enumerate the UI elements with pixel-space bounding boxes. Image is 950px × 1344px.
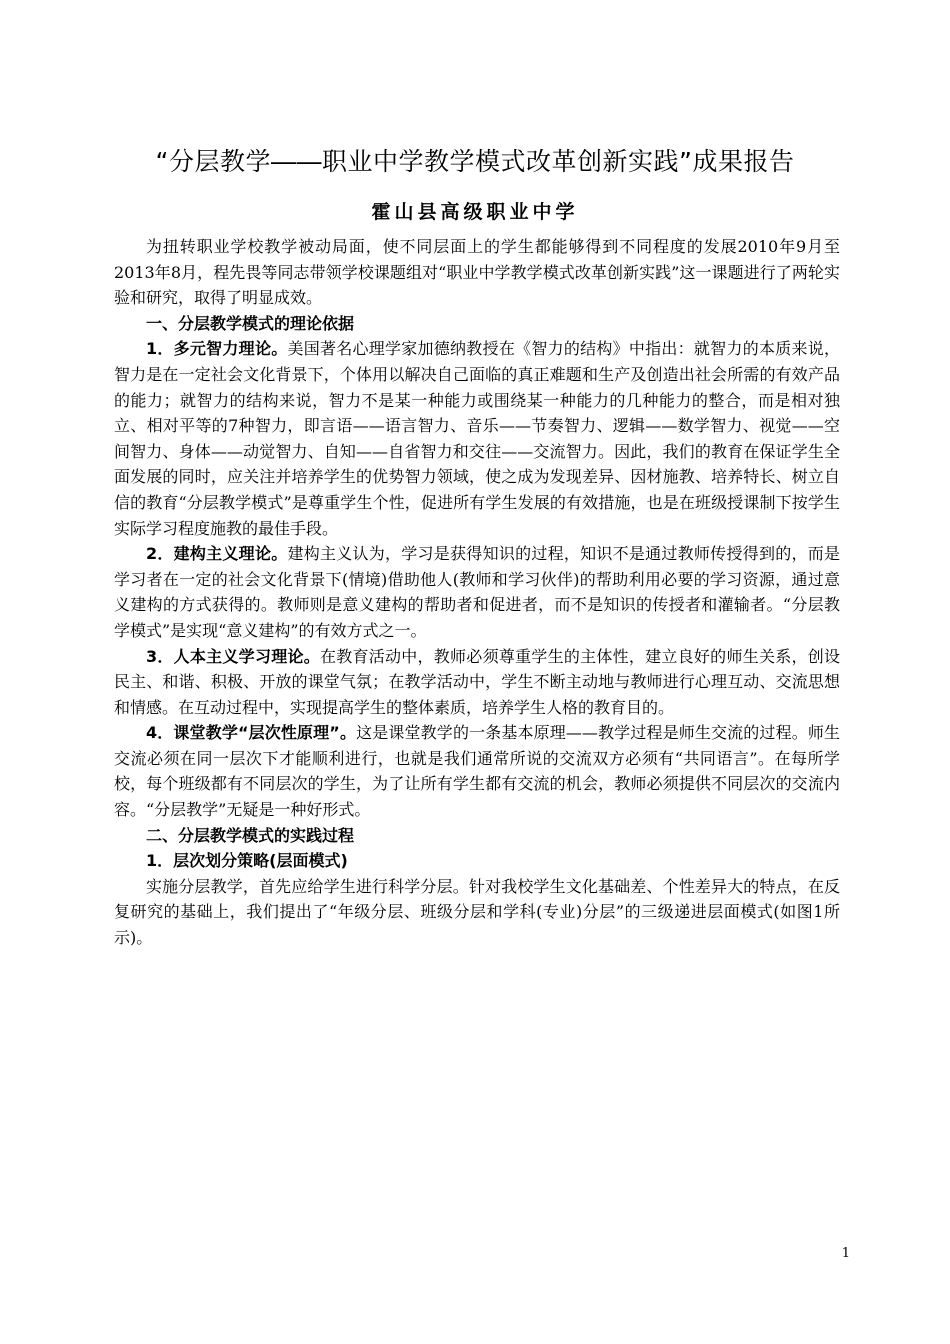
- document-author: 霍山县高级职业中学: [371, 201, 579, 223]
- item-2-lead: 2．建构主义理论。: [146, 544, 288, 564]
- section-2-paragraph: 实施分层教学，首先应给学生进行科学分层。针对我校学生文化基础差、个性差异大的特点，在反复研究的基础上，我们提出了“年级分层、班级分层和学科(专业)分层”的三级递进层面模式(如图1所示)。: [114, 876, 840, 948]
- section-1-heading: 一、分层教学模式的理论依据: [146, 313, 355, 333]
- section-2-heading: 二、分层教学模式的实践过程: [146, 825, 355, 845]
- document-body: [114, 234, 840, 951]
- item-1-lead: 1．多元智力理论。: [146, 339, 288, 359]
- item-3-lead: 3．人本主义学习理论。: [146, 646, 320, 666]
- section-1-item-3: [114, 644, 840, 721]
- item-4-text: 这是课堂教学的一条基本原理——教学过程是师生交流的过程。师生交流必须在同一层次下才能顺利进行，也就是我们通常所说的交流双方必须有“共同语言”。在每所学校，每个班级都有不同层次的学生，为了让所有学生都有交流的机会，教师必须提供不同层次的交流内容。“分层教学”无疑是一种好形式。: [114, 723, 840, 820]
- section-1-item-4: [114, 720, 840, 822]
- item-2-text: 建构主义认为，学习是获得知识的过程，知识不是通过教师传授得到的，而是学习者在一定的社会文化背景下(情境)借助他人(教师和学习伙伴)的帮助利用必要的学习资源，通过意义建构的方式获得的。教师则是意义建构的帮助者和促进者，而不是知识的传授者和灌输者。“分层教学模式”是实现“意义建构”的有效方式之一。: [114, 544, 840, 640]
- item-3-text: 在教育活动中，教师必须尊重学生的主体性，建立良好的师生关系，创设民主、和谐、积极、开放的课堂气氛；在教学活动中，学生不断主动地与教师进行心理互动、交流思想和情感。在互动过程中，实现提高学生的整体素质，培养学生人格的教育目的。: [114, 646, 840, 717]
- section-2-subheading: 1．层次划分策略(层面模式): [146, 851, 348, 871]
- document-title: “分层教学――职业中学教学模式改革创新实践”成果报告: [155, 147, 795, 176]
- intro-paragraph: 为扭转职业学校教学被动局面，使不同层面上的学生都能够得到不同程度的发展2010年9月至2013年8月，程先畏等同志带领学校课题组对“职业中学教学模式改革创新实践”这一课题进行了两轮实验和研究，取得了明显成效。: [114, 237, 840, 308]
- section-1-item-1: [114, 336, 840, 541]
- section-1-item-2: [114, 541, 840, 643]
- item-4-lead: 4．课堂教学“层次性原理”。: [146, 723, 357, 743]
- item-1-text: 美国著名心理学家加德纳教授在《智力的结构》中指出：就智力的本质来说，智力是在一定社会文化背景下，个体用以解决自己面临的真正难题和生产及创造出社会所需的有效产品的能力；就智力的结构来说，智力不是某一种能力或围绕某一种能力的几种能力的整合，而是相对独立、相对平等的7种智力，即言语——语言智力、音乐——节奏智力、逻辑——数学智力、视觉——空间智力、身体——动觉智力、自知——自省智力和交往——交流智力。因此，我们的教育在保证学生全面发展的同时，应关注并培养学生的优势智力领域，使之成为发现差异、因材施教、培养特长、树立自信的教育“分层教学模式”是尊重学生个性，促进所有学生发展的有效措施，也是在班级授课制下按学生实际学习程度施教的最佳手段。: [114, 339, 840, 538]
- page-number: 1: [841, 1246, 850, 1261]
